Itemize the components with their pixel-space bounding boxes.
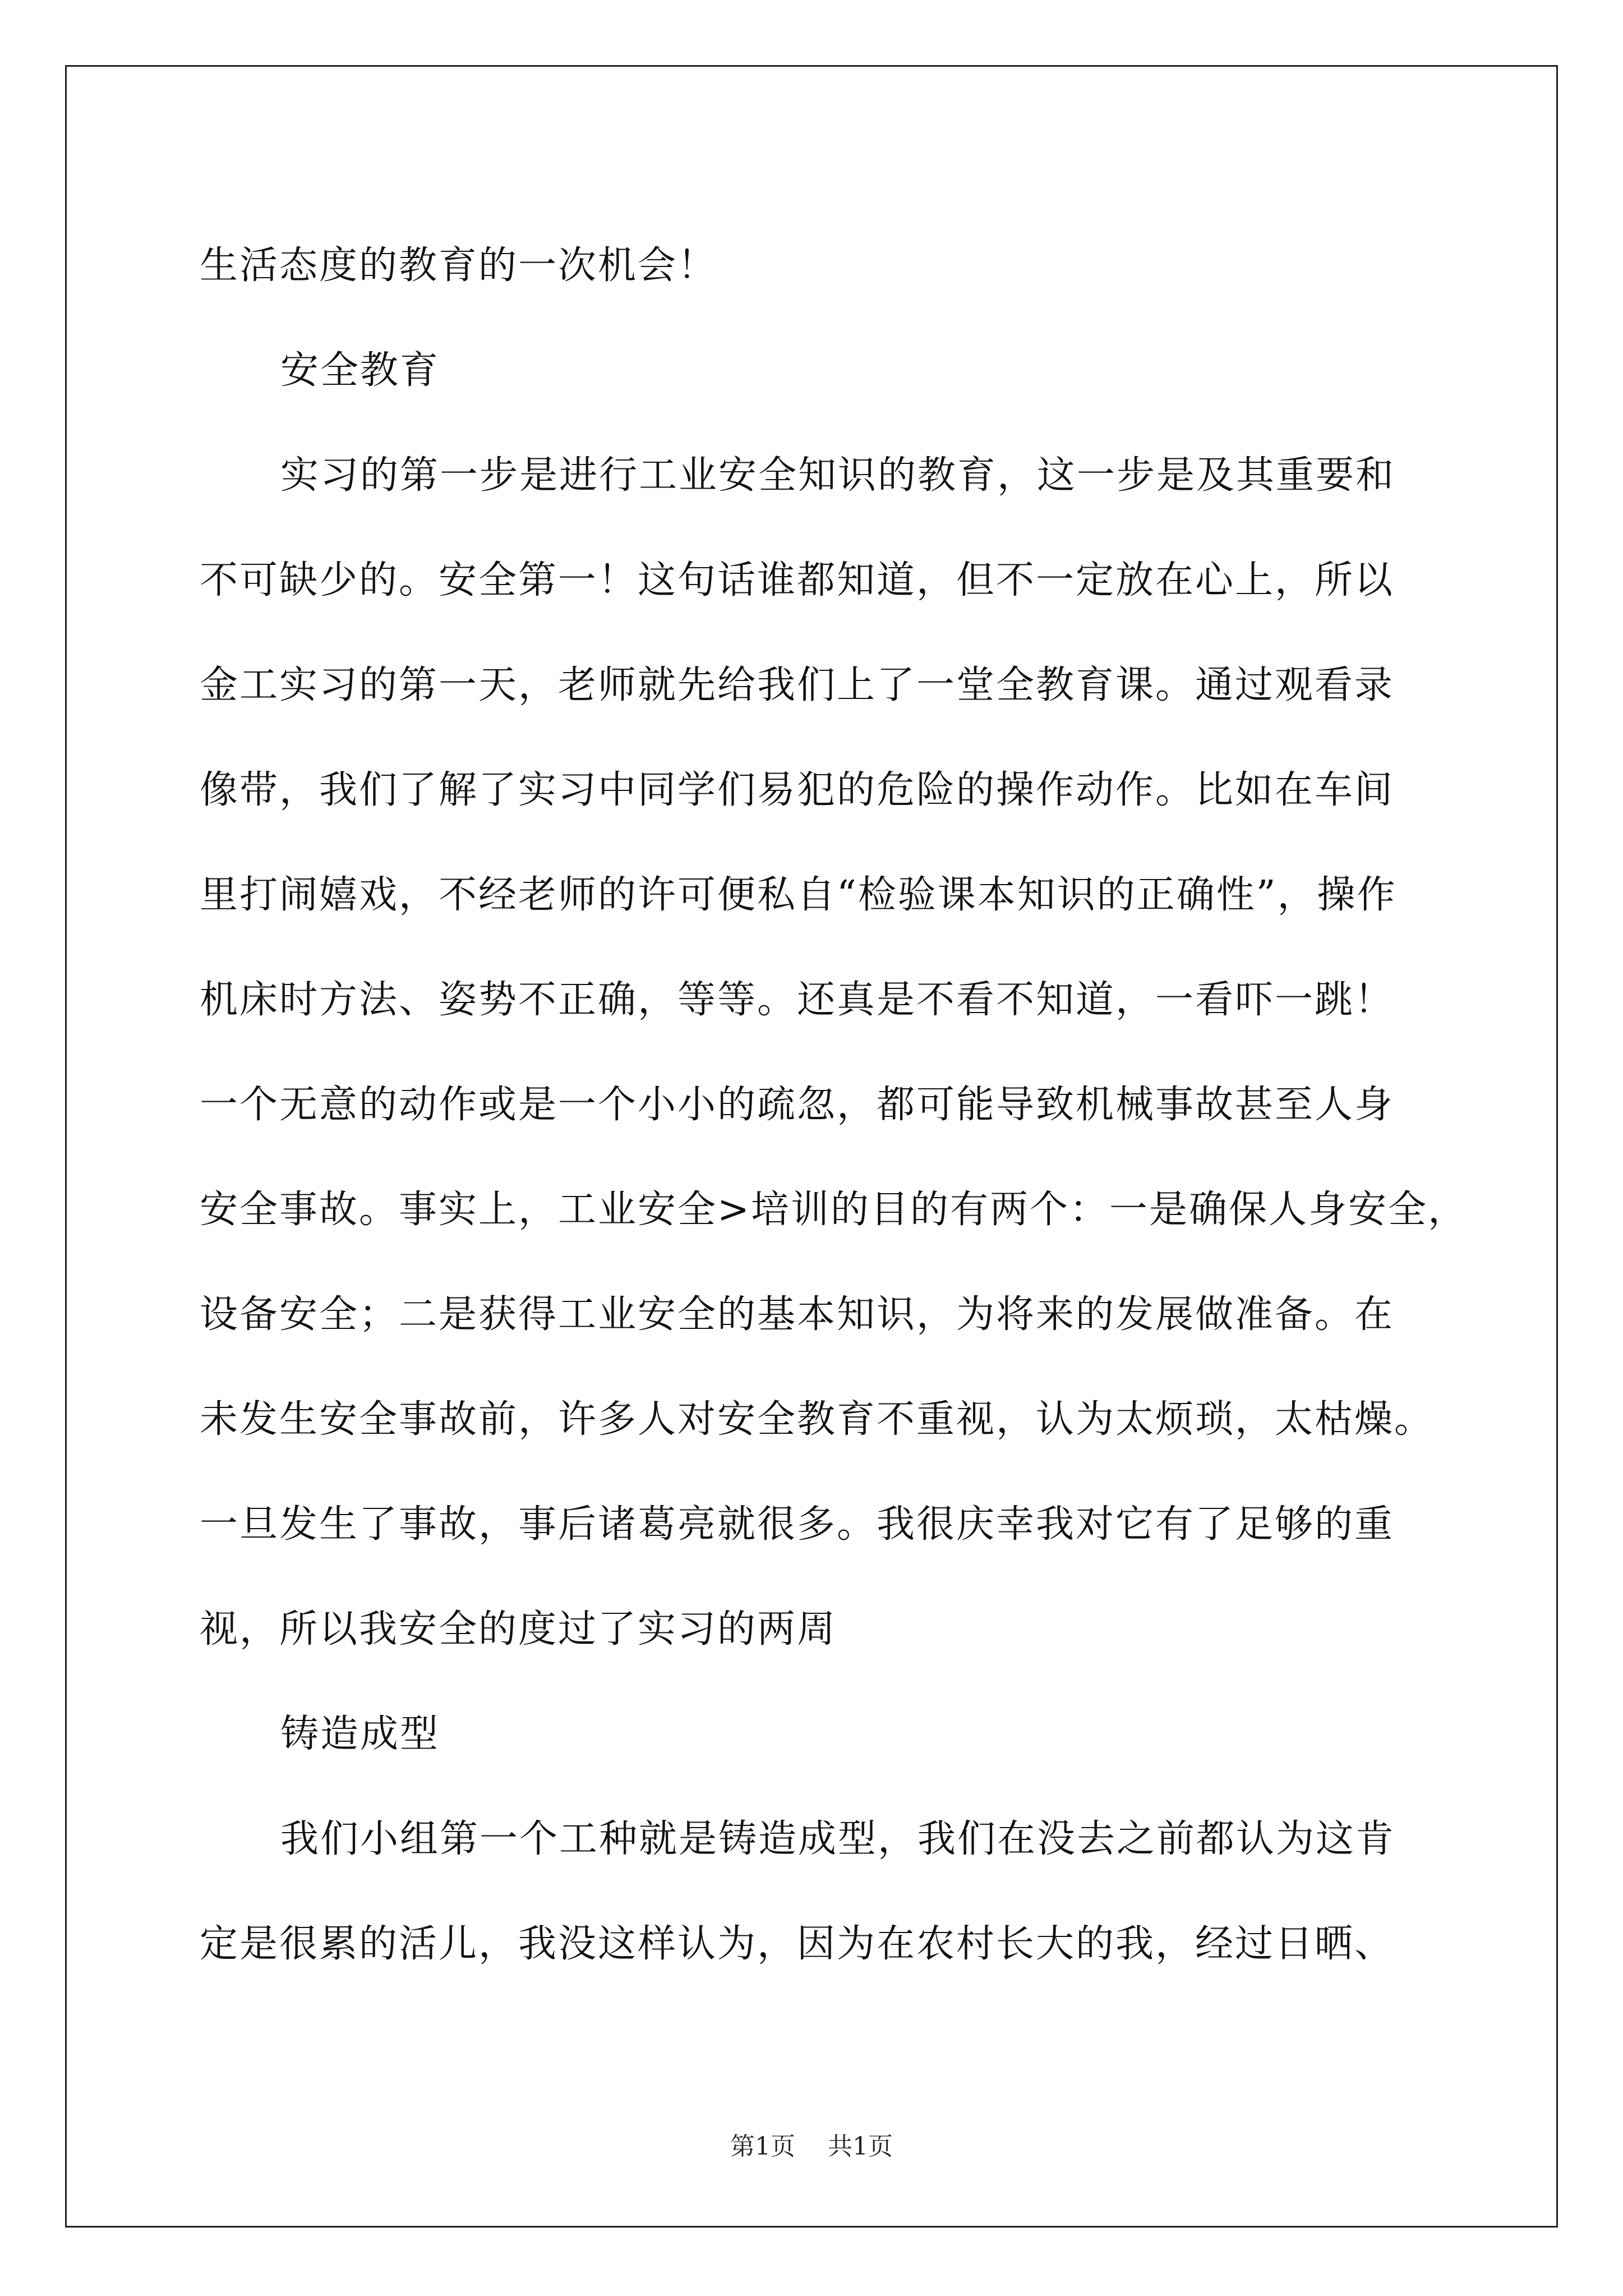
section-heading-safety: 安全教育 [280,348,440,393]
text-line: 不可缺少的。安全第一！这句话谁都知道，但不一定放在心上，所以 [200,558,1395,602]
text-line: 我们小组第一个工种就是铸造成型，我们在没去之前都认为这肯 [280,1817,1396,1861]
text-line: 视，所以我安全的度过了实习的两周 [200,1607,837,1651]
text-line: 一旦发生了事故，事后诸葛亮就很多。我很庆幸我对它有了足够的重 [200,1502,1395,1547]
text-line: 像带，我们了解了实习中同学们易犯的危险的操作动作。比如在车间 [200,768,1395,812]
text-line: 实习的第一步是进行工业安全知识的教育，这一步是及其重要和 [280,453,1396,498]
text-line: 定是很累的活儿，我没这样认为，因为在农村长大的我，经过日晒、 [200,1922,1395,1966]
text-line: 安全事故。事实上，工业安全>培训的目的有两个：一是确保人身安全， [200,1188,1468,1232]
page-number: 第1页 [730,2132,795,2161]
text-line: 设备安全；二是获得工业安全的基本知识，为将来的发展做准备。在 [200,1292,1395,1337]
text-line: 里打闹嬉戏，不经老师的许可便私自“检验课本知识的正确性”，操作 [200,873,1397,917]
text-line: 一个无意的动作或是一个小小的疏忽，都可能导致机械事故甚至人身 [200,1083,1395,1127]
text-line: 金工实习的第一天，老师就先给我们上了一堂全教育课。通过观看录 [200,663,1395,707]
page-footer [0,2126,1623,2162]
text-line: 未发生安全事故前，许多人对安全教育不重视，认为太烦琐，太枯燥。 [200,1397,1435,1442]
text-line: 机床时方法、姿势不正确，等等。还真是不看不知道，一看吓一跳！ [200,978,1395,1022]
text-line: 生活态度的教育的一次机会！ [200,243,718,288]
section-heading-casting: 铸造成型 [280,1712,440,1756]
page-total: 共1页 [828,2132,893,2161]
document-body [200,213,1468,1996]
